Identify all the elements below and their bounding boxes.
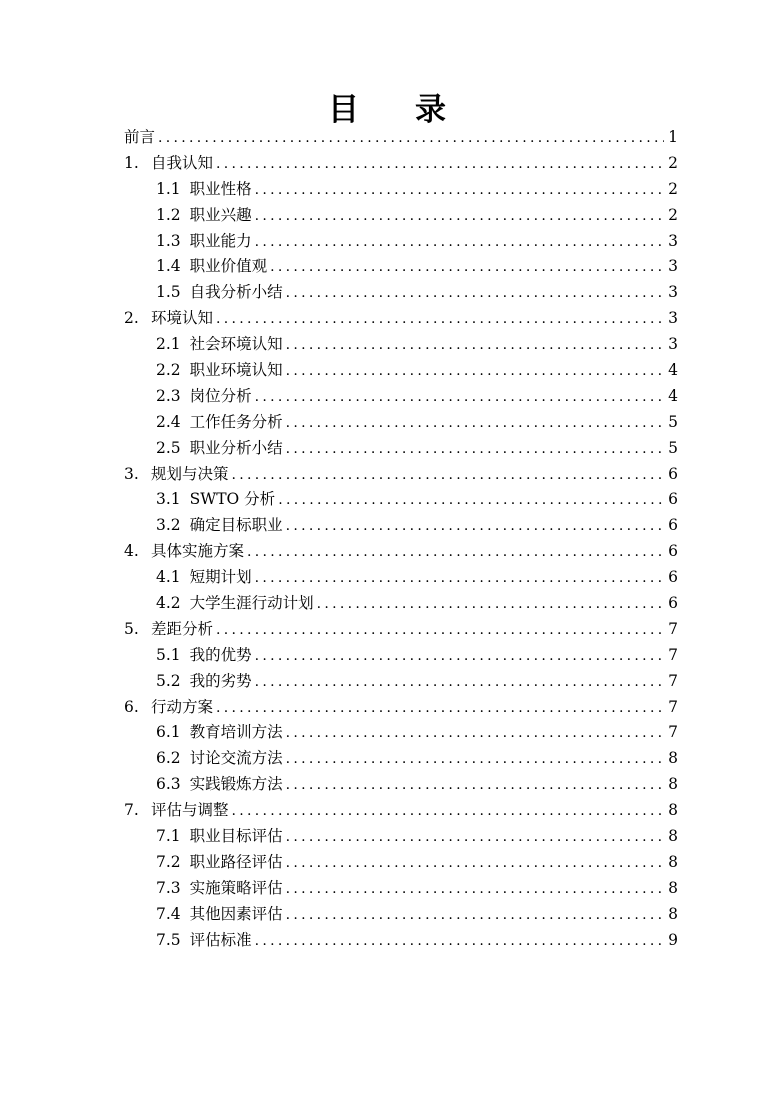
- toc-entry-page-number: 6: [668, 594, 678, 613]
- toc-entry-label: 环境认知: [151, 309, 214, 328]
- toc-dot-leader: [286, 825, 664, 851]
- toc-entry-page-number: 8: [668, 801, 678, 820]
- toc-entry-chapter[interactable]: [124, 695, 678, 721]
- toc-entry-label: 职业价值观: [189, 257, 268, 276]
- toc-entry-page-number: 2: [668, 205, 678, 224]
- toc-entry-section[interactable]: [124, 487, 678, 513]
- toc-entry-page-number: 8: [668, 904, 678, 923]
- toc-entry-number: 6.2: [156, 749, 181, 768]
- toc-entry-page-number: 6: [668, 568, 678, 587]
- toc-entry-page-number: 8: [668, 749, 678, 768]
- toc-entry-page-number: 1: [668, 128, 678, 146]
- toc-entry-number: 5.1: [156, 645, 181, 664]
- toc-entry-page-number: 4: [668, 361, 678, 380]
- toc-entry-section[interactable]: [124, 669, 678, 695]
- toc-entry-section[interactable]: [124, 850, 678, 876]
- toc-entry-section[interactable]: [124, 280, 678, 306]
- toc-dot-leader: [255, 178, 664, 204]
- toc-entry-section[interactable]: [124, 720, 678, 746]
- table-of-contents: [124, 125, 678, 954]
- toc-entry-label: 职业分析小结: [189, 438, 283, 457]
- toc-dot-leader: [216, 618, 664, 644]
- toc-entry-page-number: 8: [668, 852, 678, 871]
- toc-entry-label: 评估与调整: [151, 801, 229, 820]
- toc-entry-label: 自我分析小结: [189, 283, 283, 302]
- toc-entry-page-number: 5: [668, 438, 678, 457]
- page-title-char-2: 录: [415, 92, 446, 128]
- toc-entry-label: 职业目标评估: [189, 827, 283, 846]
- toc-entry-section[interactable]: [124, 177, 678, 203]
- toc-entry-page-number: 3: [668, 283, 678, 302]
- toc-entry-page-number: 8: [668, 775, 678, 794]
- toc-entry-number: 5.: [124, 619, 139, 638]
- toc-dot-leader: [286, 281, 664, 307]
- toc-entry-number: 4.1: [156, 568, 181, 587]
- toc-dot-leader: [255, 644, 664, 670]
- toc-dot-leader: [286, 514, 664, 540]
- toc-entry-number: 7.5: [156, 930, 181, 949]
- toc-dot-leader: [286, 437, 664, 463]
- toc-entry-number: 3.1: [156, 490, 181, 509]
- toc-dot-leader: [286, 721, 664, 747]
- toc-entry-page-number: 6: [668, 490, 678, 509]
- toc-dot-leader: [286, 851, 664, 877]
- toc-entry-number: 2.4: [156, 412, 181, 431]
- toc-entry-label: 教育培训方法: [189, 723, 283, 742]
- toc-dot-leader: [255, 204, 664, 230]
- toc-dot-leader: [270, 255, 664, 281]
- toc-entry-number: 2.: [124, 309, 139, 328]
- toc-entry-label: 其他因素评估: [189, 904, 283, 923]
- toc-entry-label: 职业环境认知: [189, 361, 283, 380]
- toc-dot-leader: [255, 929, 664, 955]
- toc-entry-page-number: 6: [668, 516, 678, 535]
- toc-entry-number: 6.3: [156, 775, 181, 794]
- toc-entry-number: 3.: [124, 464, 139, 483]
- toc-entry-label: 职业路径评估: [189, 852, 283, 871]
- toc-entry-section[interactable]: [124, 358, 678, 384]
- toc-entry-label: 具体实施方案: [151, 542, 245, 561]
- toc-entry-number: 2.1: [156, 335, 181, 354]
- toc-dot-leader: [317, 592, 664, 618]
- toc-entry-section[interactable]: [124, 332, 678, 358]
- toc-dot-leader: [286, 903, 664, 929]
- toc-entry-page-number: 7: [668, 619, 678, 638]
- page-title: [0, 84, 774, 129]
- toc-entry-chapter[interactable]: [124, 539, 678, 565]
- toc-dot-leader: [232, 463, 664, 489]
- toc-entry-number: 4.2: [156, 594, 181, 613]
- toc-entry-number: 2.3: [156, 386, 181, 405]
- toc-entry-page-number: 3: [668, 309, 678, 328]
- toc-entry-number: 6.1: [156, 723, 181, 742]
- toc-entry-label: 工作任务分析: [189, 412, 283, 431]
- toc-entry-chapter[interactable]: [124, 151, 678, 177]
- toc-entry-section[interactable]: [124, 591, 678, 617]
- toc-entry-label: 实践锻炼方法: [189, 775, 283, 794]
- toc-entry-number: 1.4: [156, 257, 181, 276]
- toc-dot-leader: [286, 747, 664, 773]
- toc-dot-leader: [286, 877, 664, 903]
- toc-entry-page-number: 7: [668, 697, 678, 716]
- toc-entry-chapter[interactable]: [124, 306, 678, 332]
- toc-entry-label: 规划与决策: [151, 464, 229, 483]
- toc-entry-label: 我的劣势: [189, 671, 252, 690]
- toc-entry-label: 社会环境认知: [189, 335, 283, 354]
- toc-entry-page-number: 4: [668, 386, 678, 405]
- toc-entry-number: 1.2: [156, 205, 181, 224]
- toc-dot-leader: [278, 488, 664, 514]
- toc-entry-page-number: 7: [668, 645, 678, 664]
- toc-dot-leader: [286, 359, 664, 385]
- toc-entry-chapter[interactable]: [124, 617, 678, 643]
- toc-entry-number: 2.2: [156, 361, 181, 380]
- toc-entry-chapter[interactable]: [124, 125, 678, 151]
- toc-entry-label: 短期计划: [189, 568, 252, 587]
- toc-entry-number: 1.5: [156, 283, 181, 302]
- toc-dot-leader: [255, 385, 664, 411]
- toc-entry-page-number: 9: [668, 930, 678, 949]
- toc-dot-leader: [286, 333, 664, 359]
- toc-entry-page-number: 3: [668, 257, 678, 276]
- toc-entry-number: 7.4: [156, 904, 181, 923]
- toc-entry-page-number: 3: [668, 231, 678, 250]
- toc-entry-label: 前言: [124, 128, 156, 146]
- toc-entry-section[interactable]: [124, 254, 678, 280]
- toc-entry-section[interactable]: [124, 436, 678, 462]
- toc-entry-section[interactable]: [124, 824, 678, 850]
- toc-entry-page-number: 7: [668, 723, 678, 742]
- toc-entry-label: 评估标准: [189, 930, 252, 949]
- toc-dot-leader: [255, 566, 664, 592]
- toc-entry-page-number: 2: [668, 179, 678, 198]
- toc-entry-section[interactable]: [124, 928, 678, 954]
- toc-entry-number: 7.3: [156, 878, 181, 897]
- toc-dot-leader: [286, 773, 664, 799]
- toc-entry-label: 行动方案: [151, 697, 214, 716]
- toc-entry-label: 自我认知: [151, 153, 214, 172]
- toc-dot-leader: [255, 230, 664, 256]
- toc-entry-page-number: 5: [668, 412, 678, 431]
- toc-entry-label: 实施策略评估: [189, 878, 283, 897]
- toc-entry-label: 职业兴趣: [189, 205, 252, 224]
- toc-entry-label: 职业性格: [189, 179, 252, 198]
- toc-entry-section[interactable]: [124, 384, 678, 410]
- toc-entry-page-number: 6: [668, 464, 678, 483]
- toc-entry-label: SWTO 分析: [189, 490, 276, 509]
- toc-entry-label: 差距分析: [151, 619, 214, 638]
- toc-entry-label: 我的优势: [189, 645, 252, 664]
- toc-entry-section[interactable]: [124, 203, 678, 229]
- toc-entry-number: 1.3: [156, 231, 181, 250]
- toc-entry-number: 4.: [124, 542, 139, 561]
- toc-entry-page-number: 8: [668, 878, 678, 897]
- toc-entry-section[interactable]: [124, 746, 678, 772]
- toc-entry-section[interactable]: [124, 876, 678, 902]
- toc-entry-number: 7.1: [156, 827, 181, 846]
- toc-entry-label: 大学生涯行动计划: [189, 594, 314, 613]
- toc-dot-leader: [216, 696, 664, 722]
- toc-entry-page-number: 3: [668, 335, 678, 354]
- toc-dot-leader: [158, 126, 664, 152]
- toc-dot-leader: [247, 540, 664, 566]
- toc-entry-chapter[interactable]: [124, 462, 678, 488]
- toc-entry-section[interactable]: [124, 229, 678, 255]
- toc-entry-number: 1.: [124, 153, 139, 172]
- page-title-char-1: 目: [328, 92, 359, 128]
- toc-entry-number: 5.2: [156, 671, 181, 690]
- toc-entry-number: 3.2: [156, 516, 181, 535]
- toc-entry-chapter[interactable]: [124, 798, 678, 824]
- toc-entry-label: 讨论交流方法: [189, 749, 283, 768]
- toc-entry-number: 1.1: [156, 179, 181, 198]
- toc-entry-section[interactable]: [124, 513, 678, 539]
- toc-entry-section[interactable]: [124, 410, 678, 436]
- toc-entry-page-number: 2: [668, 153, 678, 172]
- toc-entry-page-number: 7: [668, 671, 678, 690]
- toc-entry-label: 岗位分析: [189, 386, 252, 405]
- toc-dot-leader: [286, 411, 664, 437]
- toc-entry-section[interactable]: [124, 643, 678, 669]
- toc-dot-leader: [216, 152, 664, 178]
- toc-entry-section[interactable]: [124, 565, 678, 591]
- toc-entry-label: 职业能力: [189, 231, 252, 250]
- toc-entry-number: 7.2: [156, 852, 181, 871]
- toc-dot-leader: [255, 670, 664, 696]
- toc-entry-label: 确定目标职业: [189, 516, 283, 535]
- toc-entry-section[interactable]: [124, 772, 678, 798]
- toc-entry-number: 2.5: [156, 438, 181, 457]
- toc-dot-leader: [216, 307, 664, 333]
- toc-entry-page-number: 8: [668, 827, 678, 846]
- toc-entry-number: 7.: [124, 801, 139, 820]
- toc-dot-leader: [232, 799, 664, 825]
- toc-entry-page-number: 6: [668, 542, 678, 561]
- toc-entry-section[interactable]: [124, 902, 678, 928]
- toc-entry-number: 6.: [124, 697, 139, 716]
